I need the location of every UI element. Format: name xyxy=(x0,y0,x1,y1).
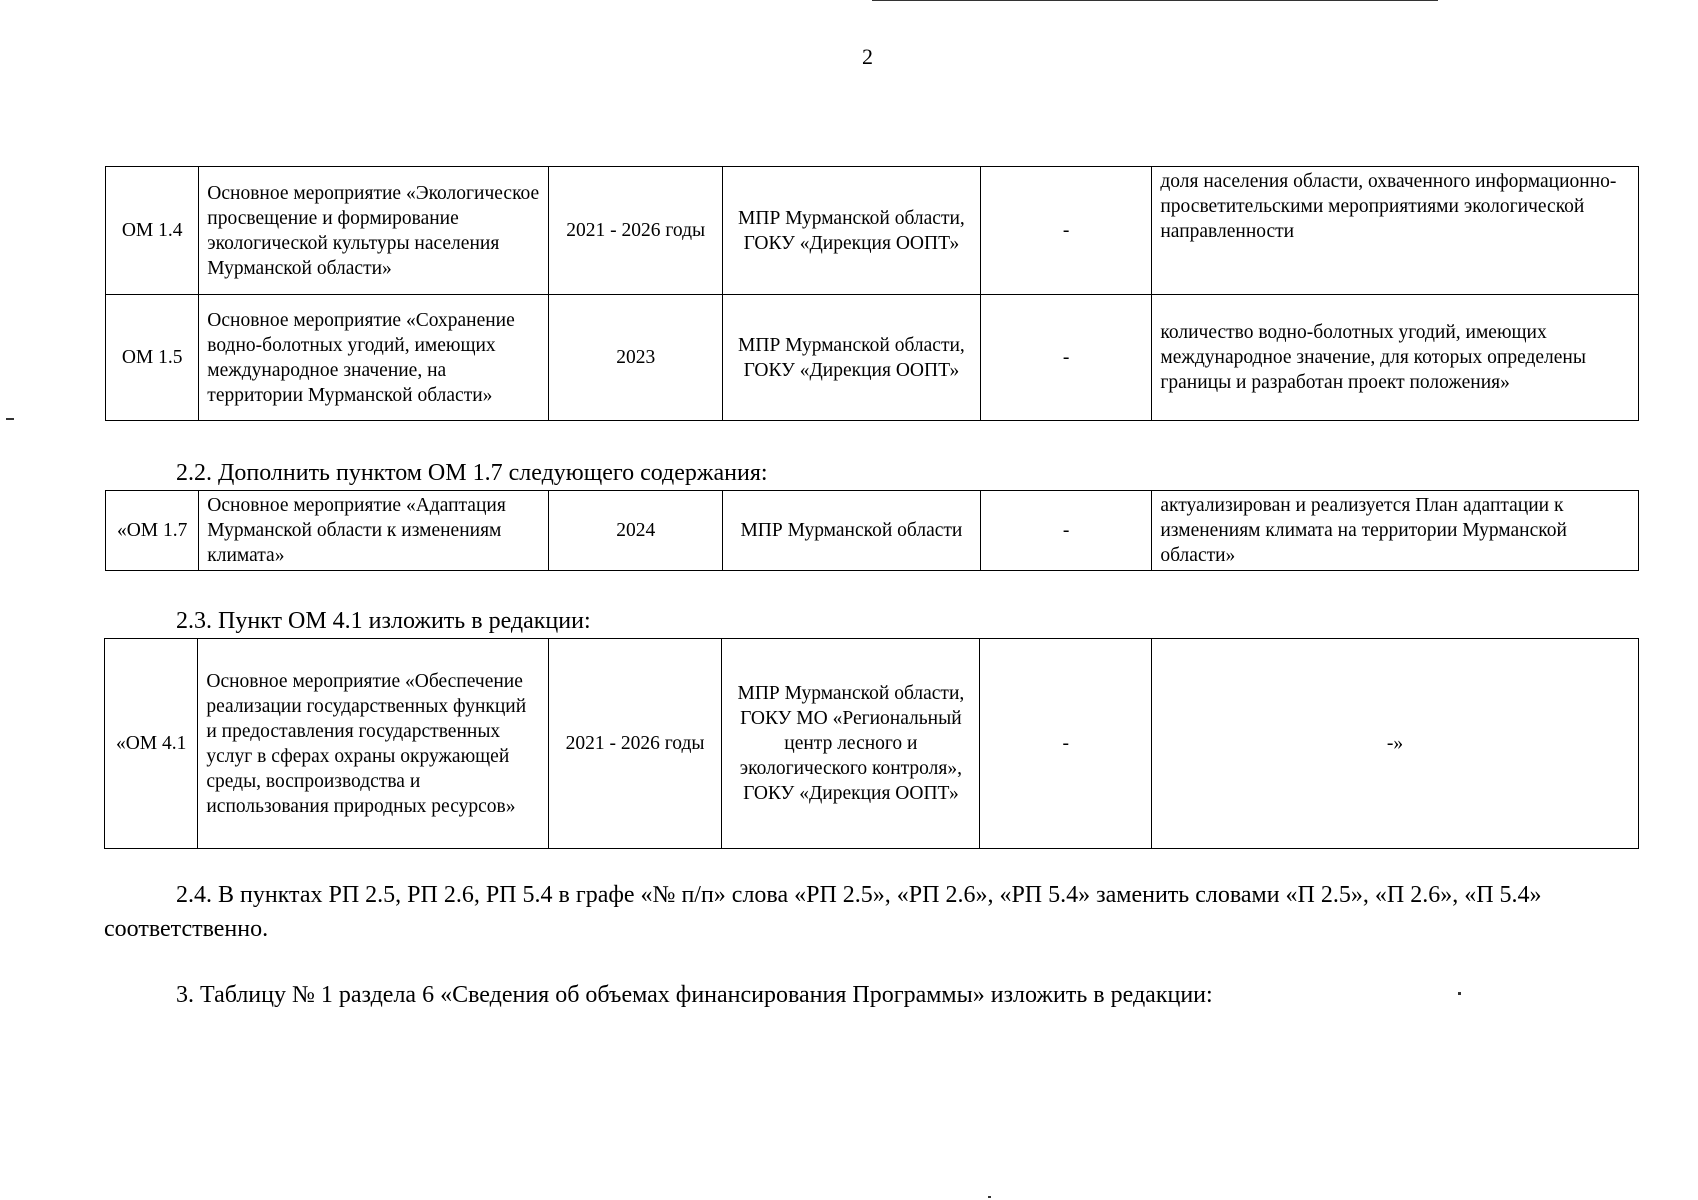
cell-executor: МПР Мурманской области xyxy=(723,491,981,571)
measures-table-1 xyxy=(105,166,1639,421)
cell-indicator: актуализирован и реализуется План адаптации к изменениям климата на территории Мурманской области» xyxy=(1152,491,1639,571)
cell-number: «ОМ 1.7 xyxy=(106,491,199,571)
cell-number: «ОМ 4.1 xyxy=(105,639,198,849)
scan-dash-left xyxy=(6,418,14,420)
measures-table-3 xyxy=(104,638,1639,849)
cell-number: ОМ 1.5 xyxy=(106,295,199,421)
cell-measure-name: Основное мероприятие «Адаптация Мурманской области к изменениям климата» xyxy=(199,491,549,571)
cell-indicator: доля населения области, охваченного информационно-просветительскими мероприятиями экологической направленности xyxy=(1152,167,1639,295)
cell-indicator: -» xyxy=(1152,639,1639,849)
scan-dot-right xyxy=(1458,992,1461,995)
heading-2-3: 2.3. Пункт ОМ 4.1 изложить в редакции: xyxy=(176,608,591,634)
table-row-om-1-7 xyxy=(106,491,1639,571)
cell-dash: - xyxy=(980,295,1152,421)
cell-dash: - xyxy=(980,167,1152,295)
cell-dash: - xyxy=(980,491,1152,571)
cell-executor: МПР Мурманской области, ГОКУ «Дирекция ООПТ» xyxy=(723,295,981,421)
paragraph-2-4: 2.4. В пунктах РП 2.5, РП 2.6, РП 5.4 в графе «№ п/п» слова «РП 2.5», «РП 2.6», «РП 5.4» заменить словами «П 2.5», «П 2.6», «П 5.4» соответственно. xyxy=(104,882,1542,942)
scan-dot-bottom xyxy=(988,1196,991,1198)
cell-years: 2024 xyxy=(549,491,723,571)
paragraph-3: 3. Таблицу № 1 раздела 6 «Сведения об объемах финансирования Программы» изложить в редакции: xyxy=(176,982,1213,1008)
table-row-om-4-1 xyxy=(105,639,1639,849)
table-row-om-1-4 xyxy=(106,167,1639,295)
cell-dash: - xyxy=(980,639,1152,849)
cell-measure-name: Основное мероприятие «Экологическое просвещение и формирование экологической культуры населения Мурманской области» xyxy=(199,167,549,295)
cell-indicator: количество водно-болотных угодий, имеющих международное значение, для которых определены границы и разработан проект положения» xyxy=(1152,295,1639,421)
heading-2-2: 2.2. Дополнить пунктом ОМ 1.7 следующего содержания: xyxy=(176,460,768,486)
cell-years: 2021 - 2026 годы xyxy=(549,167,723,295)
cell-number: ОМ 1.4 xyxy=(106,167,199,295)
measures-table-2 xyxy=(105,490,1639,571)
cell-executor: МПР Мурманской области, ГОКУ МО «Региональный центр лесного и экологического контроля», ГОКУ «Дирекция ООПТ» xyxy=(722,639,980,849)
cell-measure-name: Основное мероприятие «Сохранение водно-болотных угодий, имеющих международное значение, на территории Мурманской области» xyxy=(199,295,549,421)
cell-measure-name: Основное мероприятие «Обеспечение реализации государственных функций и предоставления государственных услуг в сферах охраны окружающей среды, воспроизводства и использования природных ресурсов» xyxy=(198,639,548,849)
table-row-om-1-5 xyxy=(106,295,1639,421)
page-number: 2 xyxy=(862,44,873,69)
cell-executor: МПР Мурманской области, ГОКУ «Дирекция ООПТ» xyxy=(723,167,981,295)
cell-years: 2021 - 2026 годы xyxy=(548,639,722,849)
cell-years: 2023 xyxy=(549,295,723,421)
scan-line-top xyxy=(872,0,1438,1)
